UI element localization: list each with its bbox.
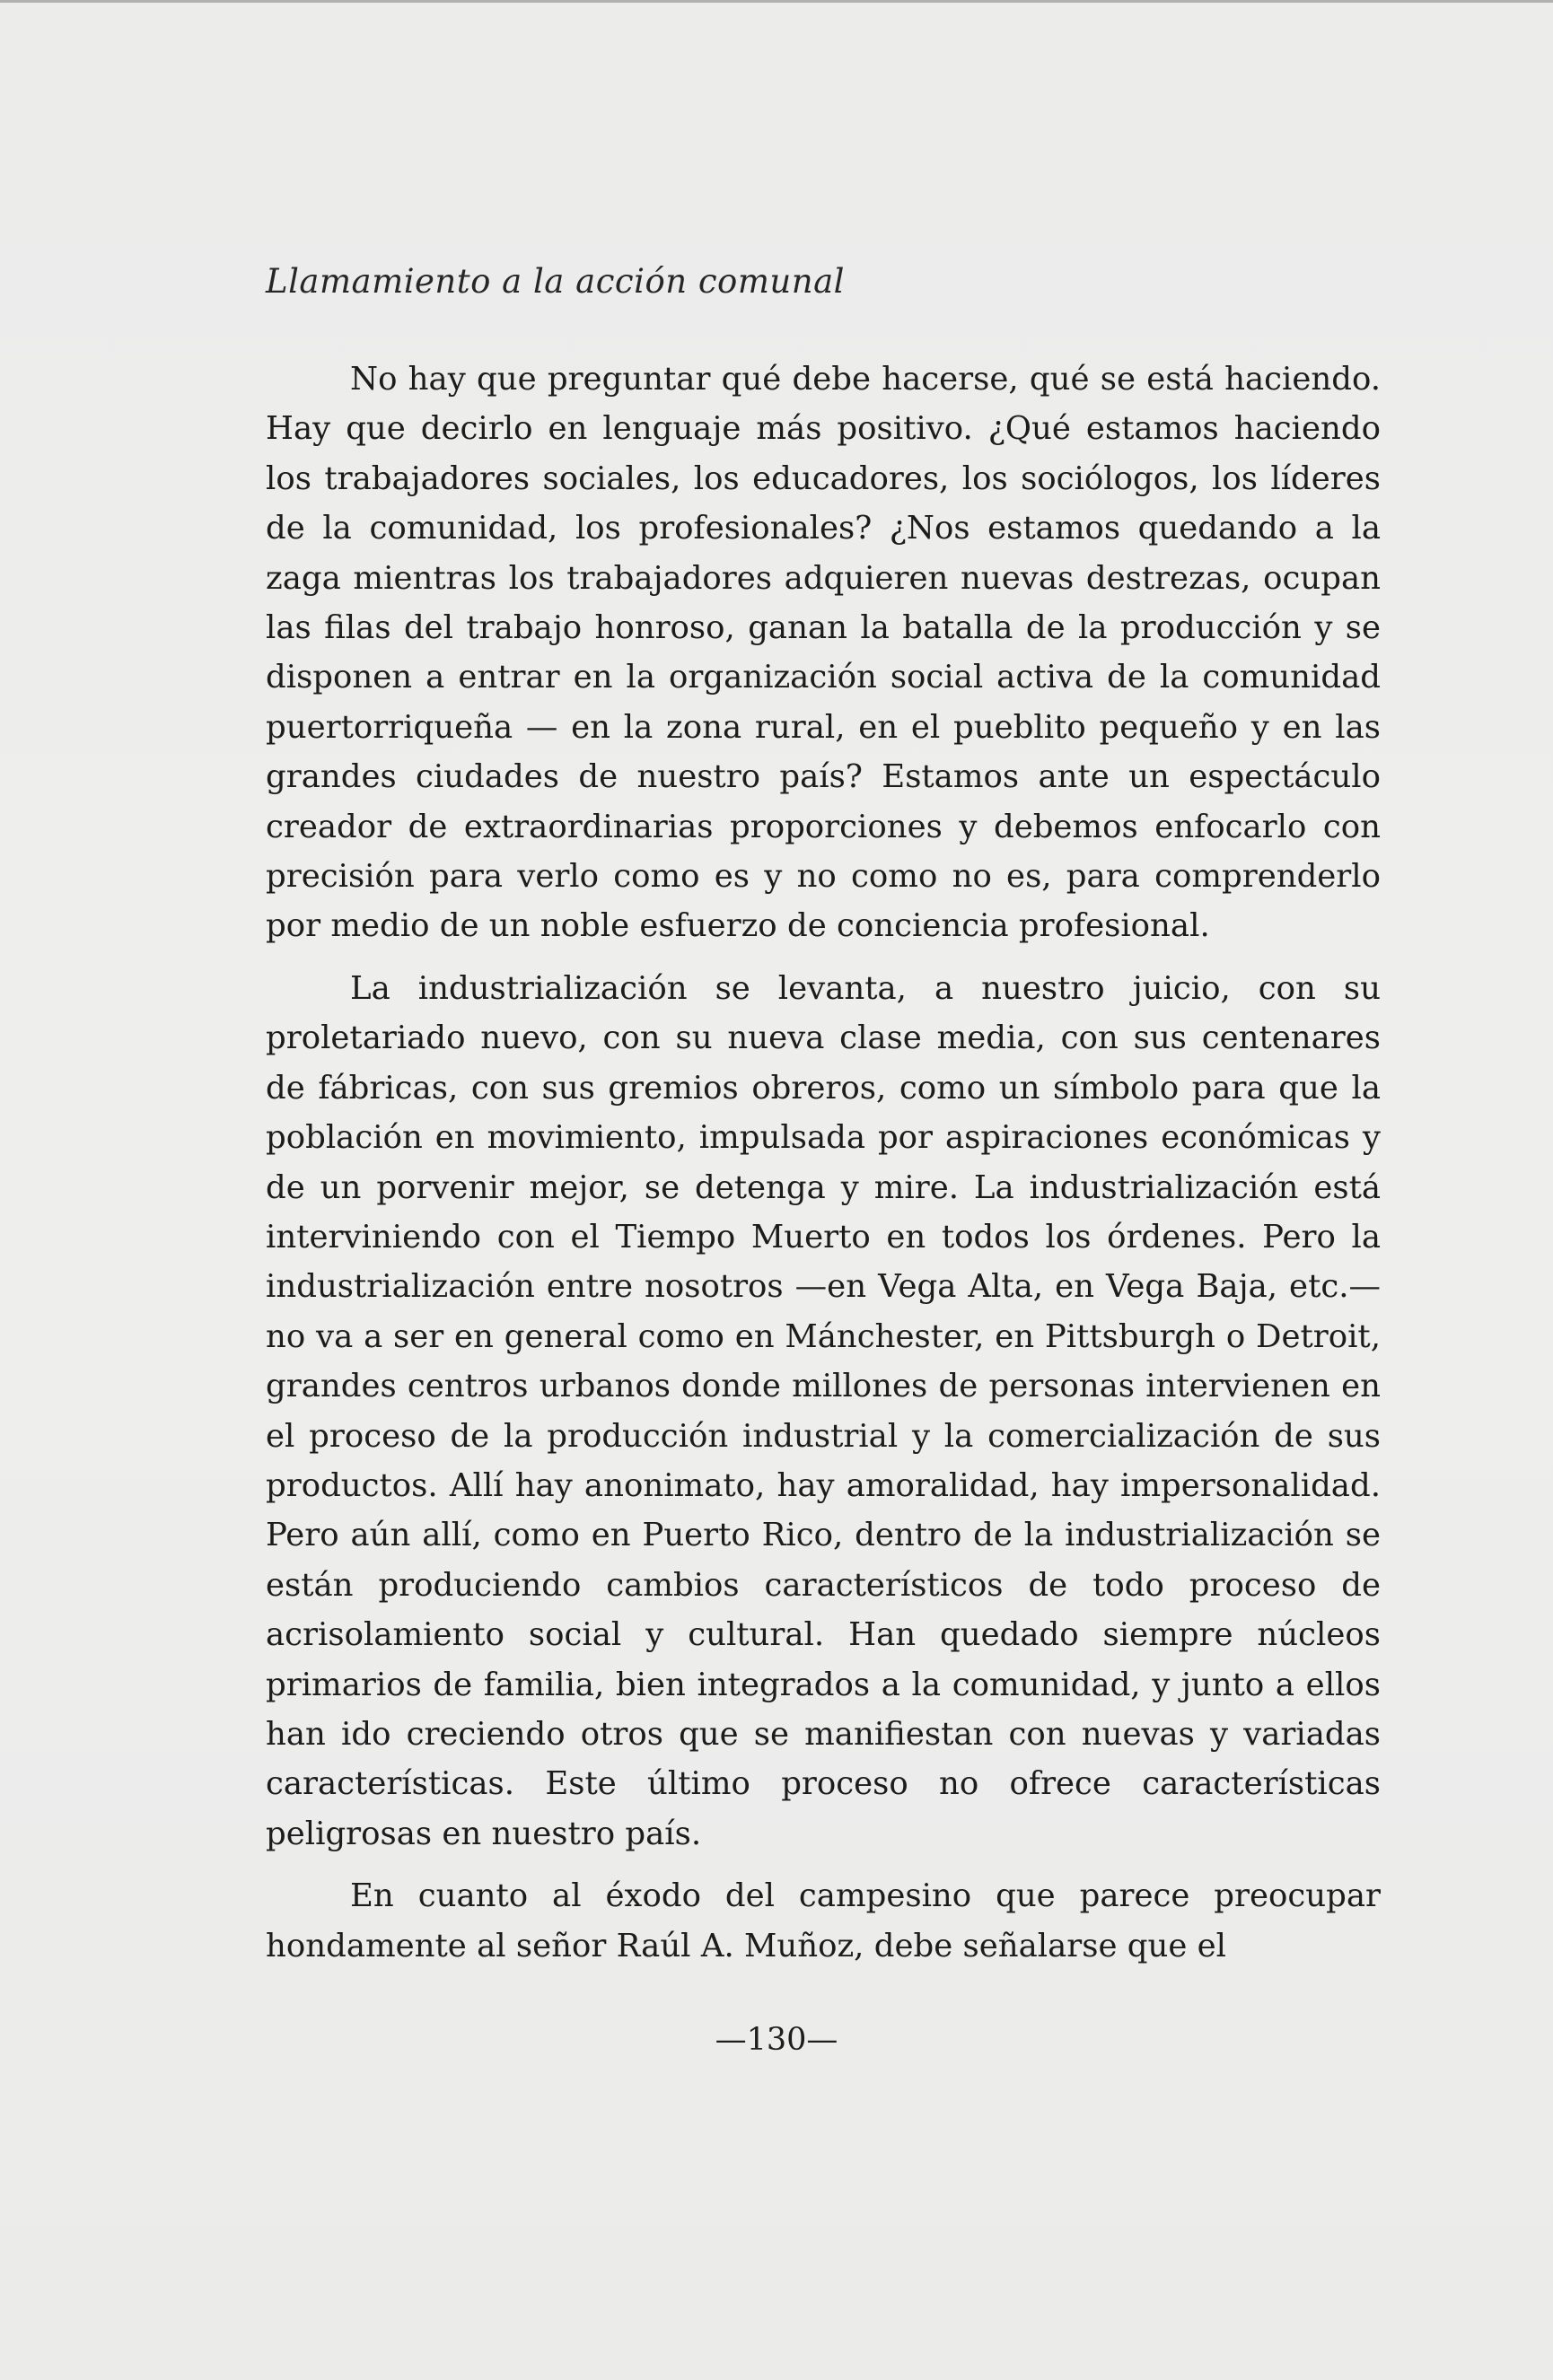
paragraph-3: En cuanto al éxodo del campesino que parece preocupar hondamente al señor Raúl A. Muñoz, debe señalarse que el [266,1877,1381,1964]
page-number: —130— [715,2022,838,2058]
paragraph-1: No hay que preguntar qué debe hacerse, qué se está haciendo. Hay que decirlo en lenguaje más positivo. ¿Qué estamos haciendo los trabajadores sociales, los educadores, los sociólogos, los líderes de la comunidad, los profesionales? ¿Nos estamos quedando a la zaga mientras los trabajadores adquieren nuevas destrezas, ocupan las filas del trabajo honroso, ganan la batalla de la producción y se disponen a entrar en la organización social activa de la comunidad puertorriqueña — en la zona rural, en el pueblito pequeño y en las grandes ciudades de nuestro país? Estamos ante un espectáculo creador de extraordinarias proporciones y debemos enfocarlo con precisión para verlo como es y no como no es, para comprenderlo por medio de un noble esfuerzo de conciencia profesional. [266,361,1381,945]
running-head: Llamamiento a la acción comunal [266,262,845,301]
paragraph-2: La industrialización se levanta, a nuestro juicio, con su proletariado nuevo, con su nueva clase media, con sus centenares de fábricas, con sus gremios obreros, como un símbolo para que la población en movimiento, impulsada por aspiraciones económicas y de un porvenir mejor, se detenga y mire. La industrialización está interviniendo con el Tiempo Muerto en todos los órdenes. Pero la industrialización entre nosotros —en Vega Alta, en Vega Baja, etc.— no va a ser en general como en Mánchester, en Pittsburgh o Detroit, grandes centros urbanos donde millones de personas intervienen en el proceso de la producción industrial y la comercialización de sus productos. Allí hay anonimato, hay amoralidad, hay impersonalidad. Pero aún allí, como en Puerto Rico, dentro de la industrialización se están produciendo cambios característicos de todo proceso de acrisolamiento social y cultural. Han quedado siempre núcleos primarios de familia, bien integrados a la comunidad, y junto a ellos han ido creciendo otros que se manifiestan con nuevas y variadas características. Este último proceso no ofrece características peligrosas en nuestro país. [266,969,1381,1852]
body-text [266,354,1381,1971]
page-top-edge [0,0,1553,3]
